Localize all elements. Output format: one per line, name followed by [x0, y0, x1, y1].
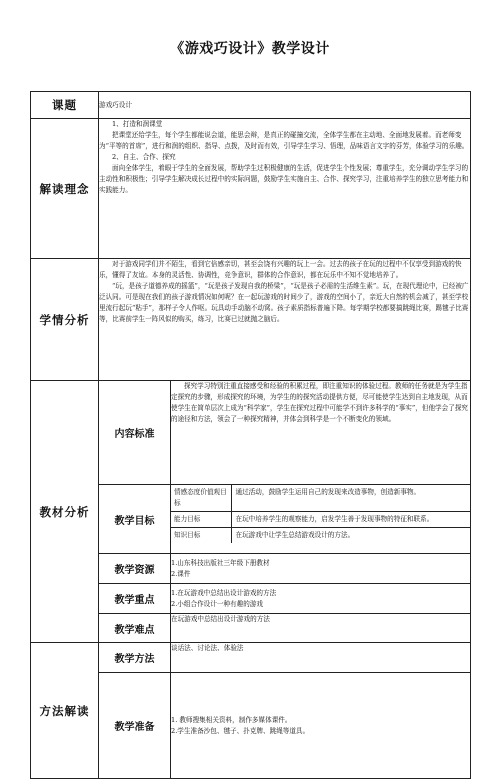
- goal-text: 通过活动，鼓励学生运用自己的发现来改造事物，创造新事物。: [231, 485, 470, 512]
- content-standard-text: [171, 381, 471, 485]
- label-difficulty: 教学难点: [99, 614, 171, 643]
- label-material: 教材分析: [31, 381, 99, 643]
- methods-text: 谈话法、讨论法、体验法: [171, 643, 471, 673]
- prep-line1: 1. 教师搜集相关资料，制作多媒体课件。: [171, 715, 292, 724]
- philosophy-item2-body: 面向全体学生，着眼于学生的全面发展，帮助学生过积极健康的生活，促进学生个性发展；尊重学生，充分调动学生学习的主动性和积极性；引导学生解决成长过程中的实际问题，鼓励学生实施自主、合作、探究学习，注重培养学生的独立思考能力和实践能力。: [99, 164, 469, 194]
- row-philosophy: [31, 119, 471, 259]
- goal-label: 能力目标: [171, 512, 231, 528]
- label-topic: 课题: [31, 92, 99, 119]
- goal-row: [171, 528, 470, 544]
- analysis-para2: “玩，是孩子道德养成的摇篮”，“玩是孩子发现自我的桥梁”，“玩是孩子必需的生活维生素”。玩，在现代理论中，已经被广泛认同。可是现在我们的孩子游戏情况如何呢？在一起玩游戏的时间少了，游戏的空间小了，亲近大自然的机会减了，甚至学校里流行起玩“粘手”，那样子令人作呕。玩具动手动脑不动窝。孩子素质指标普遍下降。每学期学校都要搞跳绳比赛，踢毽子比赛等，比赛前学生一阵风似的购买，练习，比赛已过就抛之脑后。: [99, 282, 469, 323]
- row-topic: [31, 92, 471, 119]
- resources-text: [171, 554, 471, 584]
- content-standard-para: 探究学习特别注重直接感受和经验的积累过程，即注重知识的体验过程。教师的任务就是为学生指定探究的步骤，形成探究的环境，为学生的的探究活动提供方便，尽可能使学生达到自主地发现，从而使学生在简单层次上成为“科学家”，学生在探究过程中可能学不到许多科学的“事实”，但他学会了探究的途径和方法，领会了一种探究精神，并体会到科学是一个不断变化的领域。: [171, 382, 469, 423]
- goals-table: [171, 485, 470, 543]
- label-keypoints: 教学重点: [99, 584, 171, 614]
- philosophy-item1-head: 1、打造和润课堂: [112, 120, 163, 128]
- philosophy-item2-head: 2、自主、合作、探究: [112, 153, 176, 161]
- goal-label: 情感态度价值观目标: [171, 485, 231, 512]
- label-philosophy: 解读理念: [31, 119, 99, 259]
- label-analysis: 学情分析: [31, 259, 99, 381]
- goal-row: [171, 485, 470, 512]
- prep-text: [171, 673, 471, 779]
- row-analysis: [31, 259, 471, 381]
- goal-label: 知识目标: [171, 528, 231, 544]
- philosophy-item1-body: 把课堂还给学生，每个学生都能说会道，能思会辩，是真正的碰撞交流，全体学生都在主动地、全面地发展着。而老师变为“平等的首席”，进行和润的组织、指导、点拨，及时而有效，引导学生学习、悟理，品味语言文字的芬芳，体验学习的乐趣。: [99, 131, 469, 150]
- analysis-text: [99, 259, 471, 381]
- page-title: 《游戏巧设计》教学设计: [170, 41, 330, 57]
- keypoints-line1: 1.在玩游戏中总结出设计游戏的方法: [171, 588, 277, 597]
- goal-row: [171, 512, 470, 528]
- row-content-standard: [31, 381, 471, 485]
- row-methods: [31, 643, 471, 673]
- label-goals: 教学目标: [99, 485, 171, 554]
- label-content-standard: 内容标准: [99, 381, 171, 485]
- analysis-para1: 对于游戏同学们并不陌生，看到它倍感亲切，甚至会饶有兴趣的玩上一会。过去的孩子在玩的过程中不仅享受到游戏的快乐，懂得了友谊。本身的灵活性、协调性，竞争意识，群体的合作意识，都在玩乐中不知不觉地培养了。: [99, 260, 462, 279]
- goal-text: 在玩中培养学生的观察能力，启发学生善于发现事物的特征和联系。: [231, 512, 470, 528]
- label-method: 方法解读: [31, 643, 99, 779]
- goals-cell: [171, 485, 471, 554]
- lesson-plan-table: [30, 91, 471, 779]
- resources-line1: 1.山东科技出版社三年级下册教材: [171, 558, 270, 567]
- label-resources: 教学资源: [99, 554, 171, 584]
- value-topic: 游戏巧设计: [99, 92, 471, 119]
- goal-text: 在玩游戏中让学生总结游戏设计的方法。: [235, 531, 355, 539]
- label-methods: 教学方法: [99, 643, 171, 673]
- prep-line2: 2.学生准备沙包、毽子、扑克牌、跳绳等道具。: [171, 726, 310, 735]
- resources-line2: 2.课件: [171, 569, 191, 578]
- keypoints-text: [171, 584, 471, 614]
- philosophy-text: [99, 119, 471, 259]
- keypoints-line2: 2.小组合作设计一种有趣的游戏: [171, 599, 264, 608]
- label-prep: 教学准备: [99, 673, 171, 779]
- difficulty-text: 在玩游戏中总结出设计游戏的方法: [171, 614, 471, 643]
